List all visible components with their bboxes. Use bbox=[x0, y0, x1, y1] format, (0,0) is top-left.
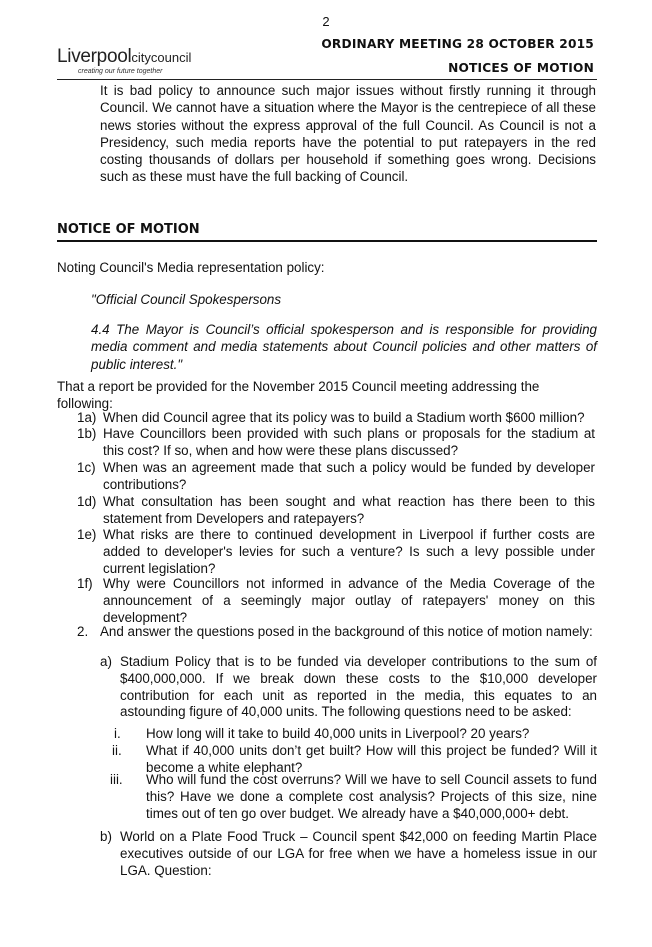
list-item bbox=[100, 829, 597, 880]
list-item-text: Have Councillors been provided with such plans or proposals for the stadium at this cost? If so, when and how were these plans discussed? bbox=[103, 426, 595, 458]
list-item bbox=[100, 726, 597, 743]
list-item bbox=[77, 410, 597, 427]
list-item bbox=[77, 624, 597, 641]
quote-body: 4.4 The Mayor is Council’s official spokesperson and is responsible for providing media comment and media statements about Council policies and other matters of public interest." bbox=[91, 322, 597, 372]
list-item-text: What if 40,000 units don’t get built? How will this project be funded? Will it become a white elephant? bbox=[146, 743, 597, 775]
list-item bbox=[77, 426, 597, 460]
council-logo bbox=[57, 48, 191, 75]
list-item-text: What consultation has been sought and what reaction has there been to this statement from Developers and ratepayers? bbox=[103, 494, 595, 526]
list-item-text: Why were Councillors not informed in advance of the Media Coverage of the announcement of a seemingly major outlay of ratepayers' money on this development? bbox=[103, 576, 595, 625]
list-item-label: i. bbox=[114, 726, 121, 741]
list-item-label: iii. bbox=[110, 772, 123, 787]
list-item bbox=[77, 494, 597, 528]
meeting-title: ORDINARY MEETING 28 OCTOBER 2015 bbox=[321, 37, 594, 51]
list-item bbox=[100, 772, 597, 823]
list-item-label: 1a) bbox=[77, 410, 97, 425]
logo-tagline: creating our future together bbox=[78, 68, 163, 75]
noting-statement: Noting Council's Media representation policy: bbox=[57, 260, 325, 275]
list-item-text: What risks are there to continued development in Liverpool if further costs are added to developer's levies for such a venture? Is such a levy possible under current legislation? bbox=[103, 527, 595, 576]
list-item bbox=[77, 576, 597, 627]
notice-divider bbox=[57, 240, 597, 242]
header-divider bbox=[57, 79, 597, 80]
page-number: 2 bbox=[322, 14, 330, 29]
list-item-label: ii. bbox=[112, 743, 122, 758]
list-item-label: 1c) bbox=[77, 460, 96, 475]
list-item-text: How long will it take to build 40,000 units in Liverpool? 20 years? bbox=[146, 726, 530, 741]
list-item-label: 1d) bbox=[77, 494, 97, 509]
logo-subtitle: citycouncil bbox=[131, 50, 192, 65]
list-item bbox=[100, 654, 597, 722]
list-item-label: a) bbox=[100, 654, 112, 669]
list-item-text: And answer the questions posed in the background of this notice of motion namely: bbox=[100, 624, 593, 639]
list-item-text: Stadium Policy that is to be funded via developer contributions to the sum of $400,000,000. If we break down these costs to the $10,000 developer contribution for each unit as reported in the media, this equates to an astounding figure of 40,000 units. The following questions need to be asked: bbox=[120, 654, 597, 720]
quote-heading: "Official Council Spokespersons bbox=[91, 292, 282, 307]
logo-wordmark: Liverpool bbox=[57, 46, 132, 67]
list-item bbox=[77, 527, 597, 578]
list-item-label: 2. bbox=[77, 624, 89, 639]
list-item-text: World on a Plate Food Truck – Council spent $42,000 on feeding Martin Place executives outside of our LGA for free when we have a homeless issue in our LGA. Question: bbox=[120, 829, 597, 878]
section-header: NOTICES OF MOTION bbox=[448, 61, 594, 75]
list-item-text: Who will fund the cost overruns? Will we have to sell Council assets to fund this? Have we done a complete cost analysis? Projects of this size, nine times out of ten go over budget. We already have a $40,000,000+ debt. bbox=[146, 772, 597, 821]
report-intro: That a report be provided for the November 2015 Council meeting addressing the following: bbox=[57, 379, 540, 412]
intro-paragraph: It is bad policy to announce such major issues without firstly running it through Council. We cannot have a situation where the Mayor is the centrepiece of all these news stories without the express approval of the full Council. As Council is not a Presidency, such media reports have the potential to put ratepayers in the red costing thousands of dollars per household if something goes wrong. Decisions such as these must have the full backing of Council. bbox=[100, 83, 596, 185]
list-item bbox=[77, 460, 597, 494]
notice-of-motion-heading: NOTICE OF MOTION bbox=[57, 222, 200, 237]
list-item-label: 1e) bbox=[77, 527, 97, 542]
list-item-label: b) bbox=[100, 829, 112, 844]
list-item-text: When was an agreement made that such a policy would be funded by developer contributions? bbox=[103, 460, 595, 492]
list-item-label: 1b) bbox=[77, 426, 97, 441]
list-item-text: When did Council agree that its policy was to build a Stadium worth $600 million? bbox=[103, 410, 585, 425]
list-item-label: 1f) bbox=[77, 576, 93, 591]
